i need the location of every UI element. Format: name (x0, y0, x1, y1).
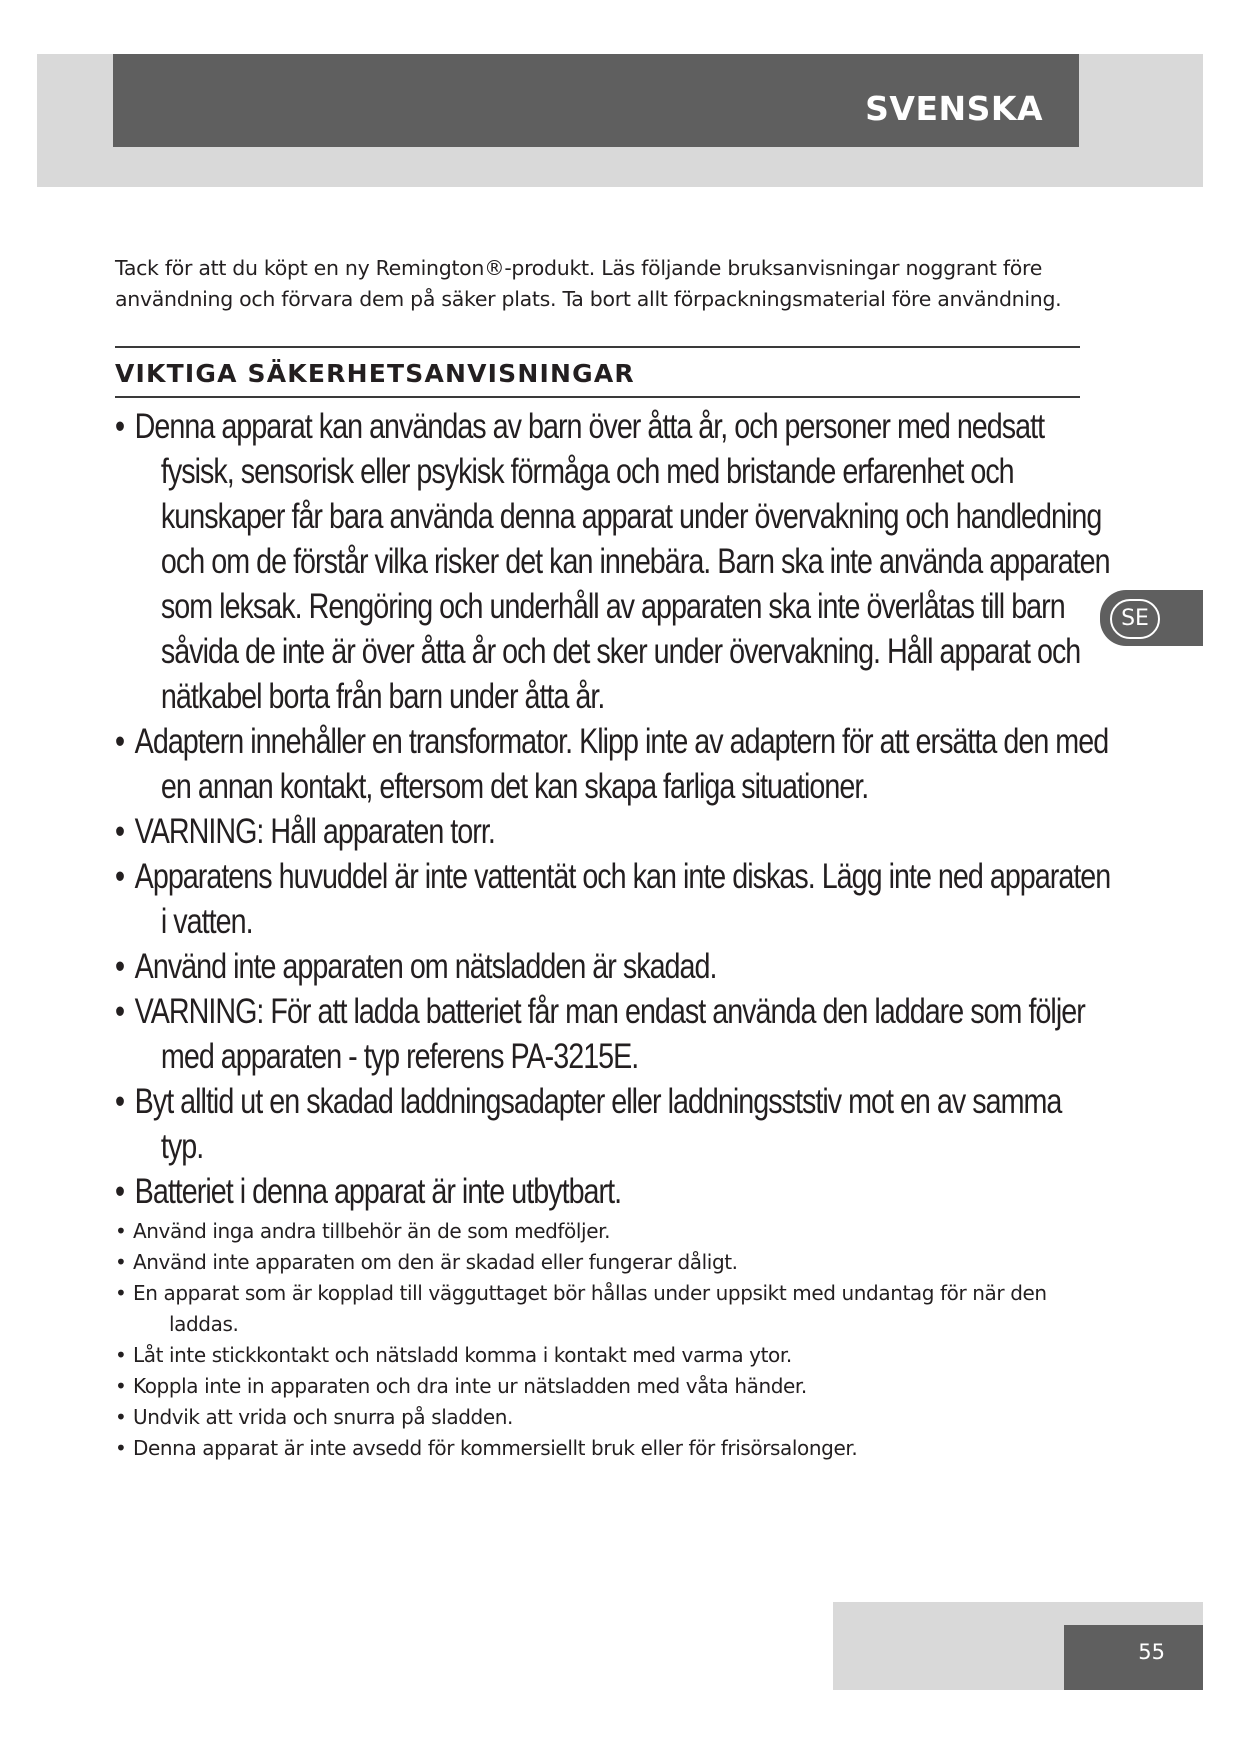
list-item: • Denna apparat är inte avsedd för kommersiellt bruk eller för frisörsalonger. (115, 1433, 1095, 1464)
bullet-icon: • (115, 947, 125, 986)
list-item: • VARNING: För att ladda batteriet får man endast använda den laddare som följer med apparaten - typ referens PA-3215E. (115, 989, 1110, 1079)
header-title-bar (113, 54, 1079, 147)
page-title: SVENSKA (865, 89, 1043, 128)
language-badge: SE (1110, 599, 1160, 639)
safety-list-large (115, 404, 1111, 1214)
list-item: • Använd inte apparaten om nätsladden är skadad. (115, 944, 1110, 989)
list-item: • Låt inte stickkontakt och nätsladd komma i kontakt med varma ytor. (115, 1340, 1095, 1371)
heading-rule-top (115, 346, 1080, 348)
bullet-icon: • (115, 1281, 127, 1305)
heading-rule-bottom (115, 396, 1080, 398)
list-item: • Batteriet i denna apparat är inte utbytbart. (115, 1169, 1110, 1214)
list-item: • VARNING: Håll apparaten torr. (115, 809, 1110, 854)
bullet-icon: • (115, 1343, 127, 1367)
page-number: 55 (1138, 1640, 1165, 1664)
bullet-icon: • (115, 812, 125, 851)
bullet-icon: • (115, 1405, 127, 1429)
bullet-icon: • (115, 1250, 127, 1274)
safety-list-small (115, 1216, 1095, 1464)
page-number-box (1064, 1625, 1203, 1690)
bullet-icon: • (115, 992, 125, 1031)
list-item: • Apparatens huvuddel är inte vattentät och kan inte diskas. Lägg inte ned apparaten i vatten. (115, 854, 1110, 944)
list-item: • Denna apparat kan användas av barn över åtta år, och personer med nedsatt fysisk, sensorisk eller psykisk förmåga och med bristande erfarenhet och kunskaper får bara använda denna apparat under övervakning och handledning och om de förstår vilka risker det kan innebära. Barn ska inte använda apparaten som leksak. Rengöring och underhåll av apparaten ska inte överlåtas till barn såvida de inte är över åtta år och det sker under övervakning. Håll apparat och nätkabel borta från barn under åtta år. (115, 404, 1110, 719)
bullet-icon: • (115, 1436, 127, 1460)
bullet-icon: • (115, 407, 125, 446)
bullet-icon: • (115, 1082, 125, 1121)
list-item: • Använd inga andra tillbehör än de som medföljer. (115, 1216, 1095, 1247)
list-item: • Koppla inte in apparaten och dra inte ur nätsladden med våta händer. (115, 1371, 1095, 1402)
bullet-icon: • (115, 1219, 127, 1243)
bullet-icon: • (115, 1172, 125, 1211)
bullet-icon: • (115, 722, 125, 761)
language-tab (1100, 590, 1203, 646)
bullet-icon: • (115, 1374, 127, 1398)
bullet-icon: • (115, 857, 125, 896)
list-item: • En apparat som är kopplad till vägguttaget bör hållas under uppsikt med undantag för när den laddas. (115, 1278, 1095, 1340)
list-item: • Undvik att vrida och snurra på sladden. (115, 1402, 1095, 1433)
intro-paragraph: Tack för att du köpt en ny Remington®-produkt. Läs följande bruksanvisningar noggrant före användning och förvara dem på säker plats. Ta bort allt förpackningsmaterial före användning. (115, 255, 1062, 311)
list-item: • Använd inte apparaten om den är skadad eller fungerar dåligt. (115, 1247, 1095, 1278)
list-item: • Adaptern innehåller en transformator. Klipp inte av adaptern för att ersätta den med en annan kontakt, eftersom det kan skapa farliga situationer. (115, 719, 1110, 809)
list-item: • Byt alltid ut en skadad laddningsadapter eller laddningsststiv mot en av samma typ. (115, 1079, 1110, 1169)
section-heading: VIKTIGA SÄKERHETSANVISNINGAR (115, 359, 635, 388)
